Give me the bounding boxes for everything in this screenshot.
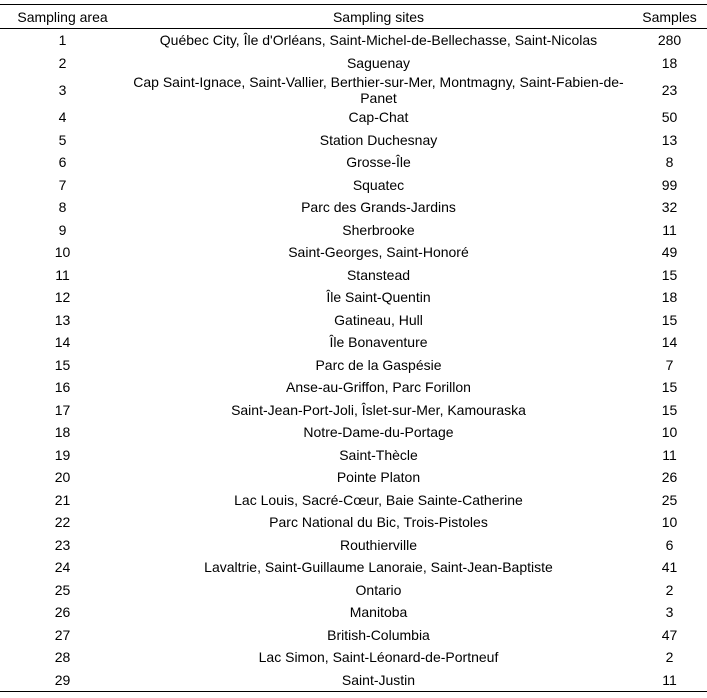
samples-cell: 99 (661, 176, 678, 193)
table-header (0, 5, 707, 29)
table-row (0, 534, 707, 557)
sampling-area-cell: 5 (58, 131, 67, 148)
table-row (0, 511, 707, 534)
table-row (0, 331, 707, 354)
table-row (0, 309, 707, 332)
table-row (0, 264, 707, 287)
samples-cell: 15 (661, 379, 678, 396)
sampling-sites-cell: Québec City, Île d'Orléans, Saint-Michel-de-Bellechasse, Saint-Nicolas (159, 32, 598, 49)
sampling-sites-cell: Île Bonaventure (329, 334, 428, 351)
table-row (0, 579, 707, 602)
sampling-area-cell: 2 (58, 54, 67, 71)
samples-cell: 10 (661, 424, 678, 441)
samples-cell: 280 (657, 32, 682, 49)
sampling-sites-cell: Saint-Justin (125, 669, 632, 692)
samples-cell: 23 (661, 82, 678, 98)
samples-cell: 32 (661, 199, 678, 216)
table-row (0, 421, 707, 444)
samples-cell: 49 (661, 244, 678, 261)
table-row (0, 399, 707, 422)
sampling-sites-cell: Parc National du Bic, Trois-Pistoles (269, 514, 488, 531)
samples-cell: 18 (661, 289, 678, 306)
sampling-area-cell: 18 (54, 424, 71, 441)
sampling-area-cell: 29 (0, 669, 125, 692)
sampling-area-cell: 12 (54, 289, 71, 306)
table-row (0, 219, 707, 242)
table-row (0, 129, 707, 152)
sampling-sites-cell: British-Columbia (327, 626, 430, 643)
samples-cell: 3 (665, 604, 674, 621)
samples-cell: 2 (665, 581, 674, 598)
table-row (0, 52, 707, 75)
table-row (0, 601, 707, 624)
table-row (0, 669, 707, 692)
sampling-sites-cell: Manitoba (349, 604, 408, 621)
table-row (0, 376, 707, 399)
sampling-sites-cell: Squatec (352, 176, 405, 193)
table-row (0, 286, 707, 309)
sampling-sites-cell: Parc des Grands-Jardins (301, 199, 456, 216)
samples-cell: 11 (662, 446, 677, 463)
sampling-sites-cell: Saint-Jean-Port-Joli, Îslet-sur-Mer, Kamouraska (231, 401, 526, 418)
samples-cell: 50 (661, 109, 678, 126)
samples-cell: 11 (662, 221, 677, 238)
sampling-area-cell: 14 (54, 334, 71, 351)
table-row (0, 624, 707, 647)
table-row (0, 151, 707, 174)
sampling-area-cell: 19 (54, 446, 71, 463)
sampling-sites-cell: Grosse-Île (346, 154, 411, 171)
header-sampling-sites: Sampling sites (125, 5, 632, 29)
samples-cell: 15 (661, 401, 678, 418)
sampling-area-cell: 1 (58, 32, 67, 49)
table-row (0, 556, 707, 579)
sampling-area-cell: 23 (54, 536, 71, 553)
sampling-sites-cell: Sherbrooke (342, 221, 415, 238)
sampling-sites-cell: Saint-Thècle (339, 446, 418, 463)
header-samples: Samples (632, 5, 707, 29)
samples-cell: 15 (661, 266, 678, 283)
samples-cell: 15 (661, 311, 678, 328)
sampling-sites-cell: Lac Louis, Sacré-Cœur, Baie Sainte-Catherine (234, 491, 523, 508)
table-row (0, 444, 707, 467)
sampling-area-cell: 22 (54, 514, 71, 531)
sampling-sites-cell: Île Saint-Quentin (326, 289, 431, 306)
sampling-sites-cell: Saguenay (346, 54, 411, 71)
samples-cell: 11 (632, 669, 707, 692)
sampling-sites-cell: Saint-Georges, Saint-Honoré (288, 244, 469, 261)
sampling-sites-cell: Pointe Platon (336, 469, 421, 486)
sampling-area-cell: 7 (58, 176, 67, 193)
sampling-area-cell: 8 (58, 199, 67, 216)
sampling-table (0, 4, 707, 692)
table-row (0, 74, 707, 106)
table-row (0, 196, 707, 219)
table-row (0, 489, 707, 512)
sampling-area-cell: 11 (55, 266, 70, 283)
header-sampling-area: Sampling area (0, 5, 125, 29)
sampling-area-cell: 21 (54, 491, 71, 508)
sampling-area-cell: 9 (58, 221, 67, 238)
sampling-sites-cell: Cap-Chat (348, 109, 409, 126)
samples-cell: 10 (661, 514, 678, 531)
sampling-sites-cell: Anse-au-Griffon, Parc Forillon (286, 379, 471, 396)
samples-cell: 41 (661, 559, 678, 576)
sampling-sites-cell: Cap Saint-Ignace, Saint-Vallier, Berthier-sur-Mer, Montmagny, Saint-Fabien-de-Panet (133, 74, 624, 106)
header-row (0, 5, 707, 29)
sampling-sites-cell: Station Duchesnay (319, 131, 438, 148)
sampling-area-cell: 17 (54, 401, 71, 418)
samples-cell: 2 (665, 649, 674, 666)
sampling-sites-cell: Ontario (355, 581, 402, 598)
table-row (0, 29, 707, 52)
samples-cell: 47 (661, 626, 678, 643)
sampling-sites-cell: Parc de la Gaspésie (315, 356, 442, 373)
table-row (0, 354, 707, 377)
sampling-sites-cell: Stanstead (346, 266, 411, 283)
sampling-area-cell: 13 (54, 311, 71, 328)
sampling-sites-cell: Routhierville (339, 536, 418, 553)
samples-cell: 26 (661, 469, 678, 486)
sampling-area-cell: 20 (54, 469, 71, 486)
sampling-area-cell: 27 (54, 626, 71, 643)
samples-cell: 18 (661, 54, 678, 71)
samples-cell: 25 (661, 491, 678, 508)
sampling-area-cell: 24 (54, 559, 71, 576)
sampling-area-cell: 16 (54, 379, 71, 396)
samples-cell: 7 (665, 356, 674, 373)
sampling-area-cell: 6 (58, 154, 67, 171)
samples-cell: 14 (661, 334, 678, 351)
sampling-area-cell: 25 (54, 581, 71, 598)
sampling-area-cell: 28 (54, 649, 71, 666)
sampling-sites-cell: Gatineau, Hull (334, 311, 423, 328)
samples-cell: 13 (661, 131, 678, 148)
table-row (0, 646, 707, 669)
table-row (0, 106, 707, 129)
sampling-area-cell: 26 (54, 604, 71, 621)
table-row (0, 241, 707, 264)
table-body (0, 29, 707, 692)
sampling-sites-cell: Notre-Dame-du-Portage (303, 424, 454, 441)
sampling-area-cell: 10 (54, 244, 71, 261)
sampling-sites-cell: Lavaltrie, Saint-Guillaume Lanoraie, Saint-Jean-Baptiste (204, 559, 553, 576)
table-row (0, 466, 707, 489)
table-row (0, 174, 707, 197)
sampling-area-cell: 15 (54, 356, 71, 373)
sampling-area-cell: 4 (58, 109, 67, 126)
sampling-sites-cell: Lac Simon, Saint-Léonard-de-Portneuf (258, 649, 499, 666)
samples-cell: 8 (665, 154, 674, 171)
sampling-area-cell: 3 (58, 82, 67, 98)
samples-cell: 6 (665, 536, 674, 553)
